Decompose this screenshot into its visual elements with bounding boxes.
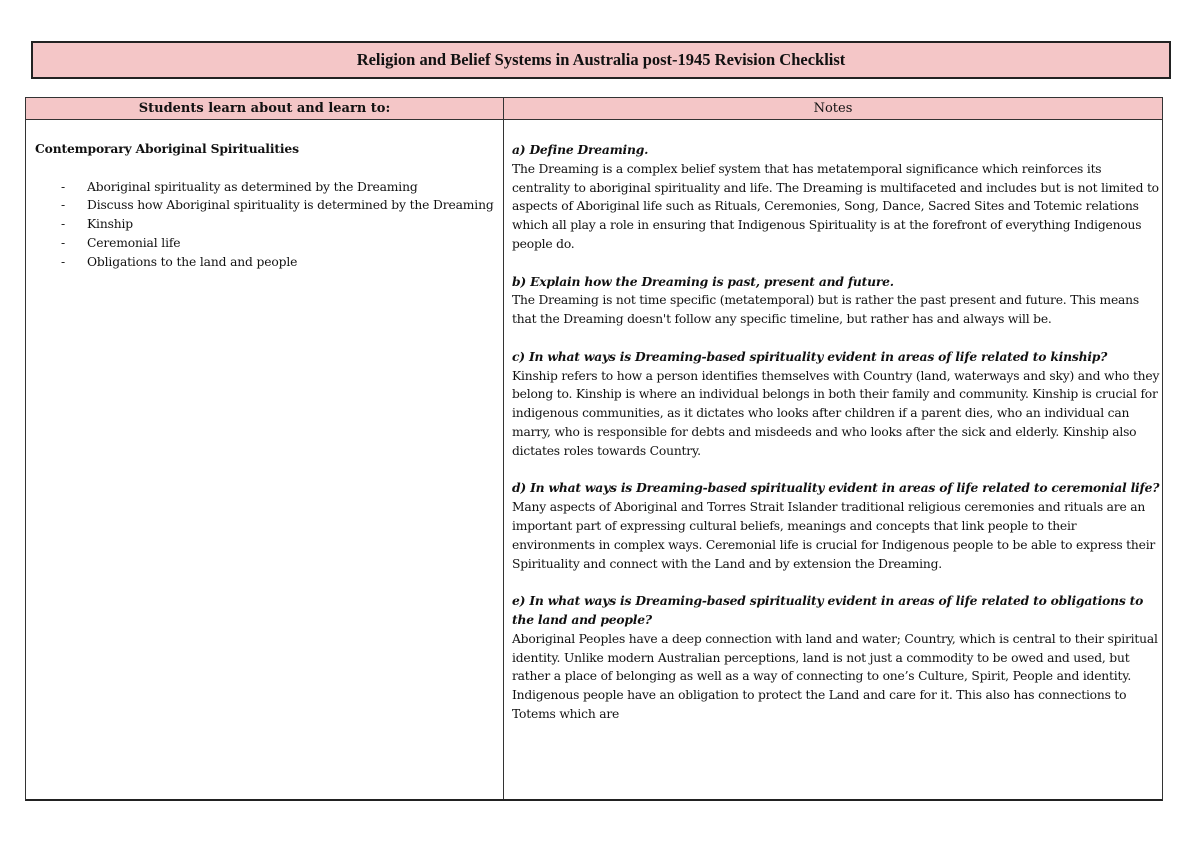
syllabus-column — [35, 140, 495, 272]
list-item: - Kinship — [61, 217, 134, 232]
note-question: c) In what ways is Dreaming-based spirituality evident in areas of life related to kinship? — [512, 348, 1108, 364]
note-question: a) Define Dreaming. — [512, 142, 649, 157]
note-section — [512, 273, 1162, 329]
note-answer: The Dreaming is a complex belief system that has metatemporal significance which reinforces its centrality to aboriginal spirituality and life. The Dreaming is multifaceted and includes but is not limited to aspects of Aboriginal life such as Rituals, Ceremonies, Song, Dance, Sacred Sites and Totemic relations which all play a role in ensuring that Indigenous Spirituality is at the forefront of everything Indigenous people do. — [512, 161, 1159, 251]
notes-column — [512, 141, 1162, 743]
document-title: Religion and Belief Systems in Australia post-1945 Revision Checklist — [356, 50, 846, 69]
note-answer: The Dreaming is not time specific (metatemporal) but is rather the past present and future. This means that the Dreaming doesn't follow any specific timeline, but rather has and always will be. — [512, 293, 1140, 327]
note-answer: Aboriginal Peoples have a deep connection with land and water; Country, which is central to their spiritual identity. Unlike modern Australian perceptions, land is not just a commodity to be owed and used, but rather a place of belonging as well as a way of connecting to one’s Culture, Spirit, People and identity. Indigenous people have an obligation to protect the Land and care for it. This also has connections to Totems which are — [512, 631, 1158, 721]
syllabus-list — [35, 178, 495, 272]
note-answer: Many aspects of Aboriginal and Torres Strait Islander traditional religious ceremonies and rituals are an important part of expressing cultural beliefs, meanings and concepts that link people to their environments in complex ways. Ceremonial life is crucial for Indigenous people to be able to express their Spirituality and connect with the Land and by extension the Dreaming. — [512, 500, 1156, 571]
list-item: - Aboriginal spirituality as determined by the Dreaming — [61, 179, 418, 194]
note-question: e) In what ways is Dreaming-based spirituality evident in areas of life related to obligations to the land and people? — [512, 593, 1144, 627]
note-section — [512, 479, 1162, 573]
list-item-text: Kinship — [87, 217, 134, 232]
list-item-text: Ceremonial life — [87, 235, 181, 250]
table-header-row — [26, 98, 1162, 120]
column-divider — [503, 98, 504, 799]
list-item-text: Aboriginal spirituality as determined by the Dreaming — [87, 179, 418, 194]
list-item: - Discuss how Aboriginal spirituality is determined by the Dreaming — [61, 198, 494, 213]
list-item-text: Discuss how Aboriginal spirituality is determined by the Dreaming — [87, 198, 494, 213]
header-students-learn: Students learn about and learn to: — [138, 101, 391, 116]
document-title-box — [31, 41, 1171, 79]
checklist-table — [25, 97, 1163, 801]
note-section — [512, 348, 1162, 461]
note-section — [512, 141, 1162, 254]
header-notes: Notes — [813, 101, 853, 116]
note-answer: Kinship refers to how a person identifies themselves with Country (land, waterways and sky) and who they belong to. Kinship is where an individual belongs in both their family and community. Kinship is crucial for indigenous communities, as it dictates who looks after children if a parent dies, who an individual can marry, who is responsible for debts and misdeeds and who looks after the sick and elderly. Kinship also dictates roles towards Country. — [512, 368, 1160, 458]
note-question: b) Explain how the Dreaming is past, present and future. — [512, 273, 894, 289]
note-section — [512, 592, 1162, 724]
note-question: d) In what ways is Dreaming-based spirituality evident in areas of life related to ceremonial life? — [512, 480, 1160, 496]
topic-heading: Contemporary Aboriginal Spiritualities — [35, 141, 299, 156]
list-item: - Obligations to the land and people — [61, 254, 298, 269]
list-item: - Ceremonial life — [61, 235, 181, 250]
list-item-text: Obligations to the land and people — [87, 254, 298, 269]
